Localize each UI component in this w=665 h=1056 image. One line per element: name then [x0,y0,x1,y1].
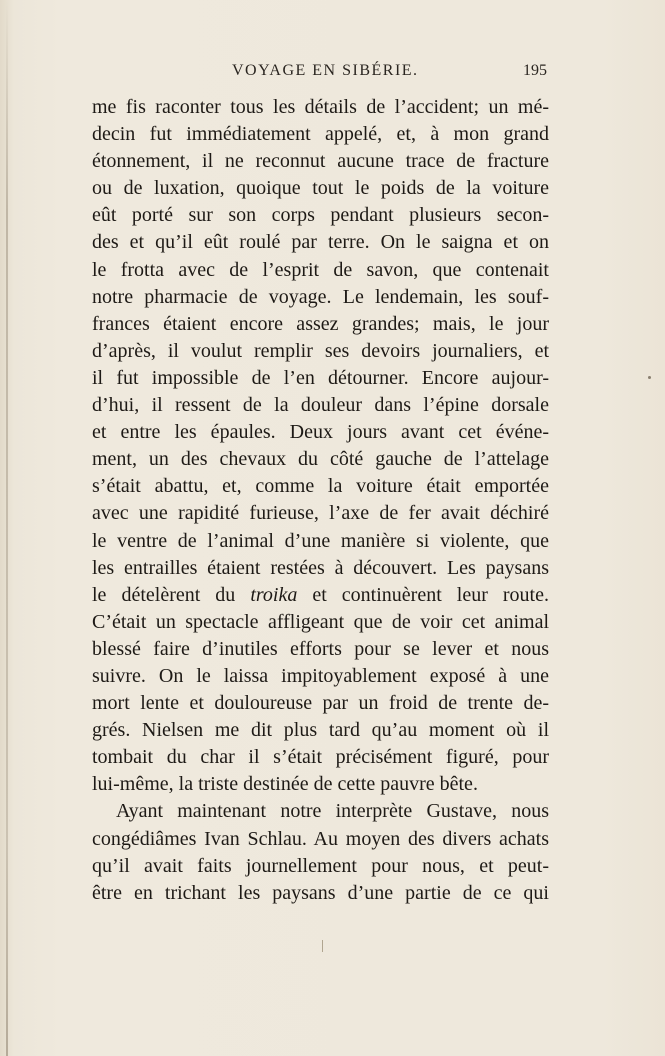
italic-word: troika [250,583,298,606]
text-line: d’après, il voulut remplir ses devoirs journaliers, et [92,339,549,362]
text-line: mort lente et douloureuse par un froid de trente de- [92,692,549,715]
page-gutter-shadow [6,0,8,1056]
text-line: Ayant maintenant notre interprète Gustave, nous [116,800,549,823]
paragraph-1 [92,94,549,798]
text-line: et entre les épaules. Deux jours avant cet événe- [92,421,549,444]
text-line: decin fut immédiatement appelé, et, à mon grand [92,123,549,146]
text-line: étonnement, il ne reconnut aucune trace de fracture [92,150,549,173]
text-line: des et qu’il eût roulé par terre. On le saigna et on [92,231,549,254]
text-line: notre pharmacie de voyage. Le lendemain, les souf- [92,285,549,308]
text-line: d’hui, il ressent de la douleur dans l’épine dorsale [92,394,549,417]
text-line: ou de luxation, quoique tout le poids de la voiture [92,177,549,200]
text-fragment: et continuèrent leur route. [297,583,549,606]
text-line: le frotta avec de l’esprit de savon, que contenait [92,258,549,281]
text-line: lui-même, la triste destinée de cette pauvre bête. [92,773,478,796]
text-line: me fis raconter tous les détails de l’accident; un mé- [92,96,549,118]
text-line: grés. Nielsen me dit plus tard qu’au moment où il [92,719,549,742]
text-line: eût porté sur son corps pendant plusieurs secon- [92,204,549,227]
text-line: le ventre de l’animal d’une manière si violente, que [92,529,549,552]
text-line: être en trichant les paysans d’une partie de ce qui [92,881,549,904]
paragraph-2 [92,798,549,906]
text-line: C’était un spectacle affligeant que de voir cet animal [92,610,549,633]
text-line: qu’il avait faits journellement pour nous, et peut- [92,854,549,877]
text-line: tombait du char il s’était précisément figuré, pour [92,746,549,769]
text-line [92,582,549,609]
paper-mark [322,940,323,952]
running-title: VOYAGE EN SIBÉRIE. [232,62,419,79]
text-line: les entrailles étaient restées à découvert. Les paysans [92,556,549,579]
running-header [92,62,547,86]
paper-speck [648,376,651,379]
text-line: suivre. On le laissa impitoyablement exposé à une [92,664,549,687]
text-line: s’était abattu, et, comme la voiture était emportée [92,475,549,498]
text-line: frances étaient encore assez grandes; mais, le jour [92,312,549,335]
text-line: blessé faire d’inutiles efforts pour se lever et nous [92,637,549,660]
body-text [92,94,549,907]
text-line: ment, un des chevaux du côté gauche de l’attelage [92,448,549,471]
text-line: il fut impossible de l’en détourner. Encore aujour- [92,366,549,389]
text-line: avec une rapidité furieuse, l’axe de fer avait déchiré [92,502,549,525]
text-line: congédiâmes Ivan Schlau. Au moyen des divers achats [92,827,549,850]
page-number: 195 [523,62,547,79]
text-fragment: le dételèrent du [92,583,251,606]
